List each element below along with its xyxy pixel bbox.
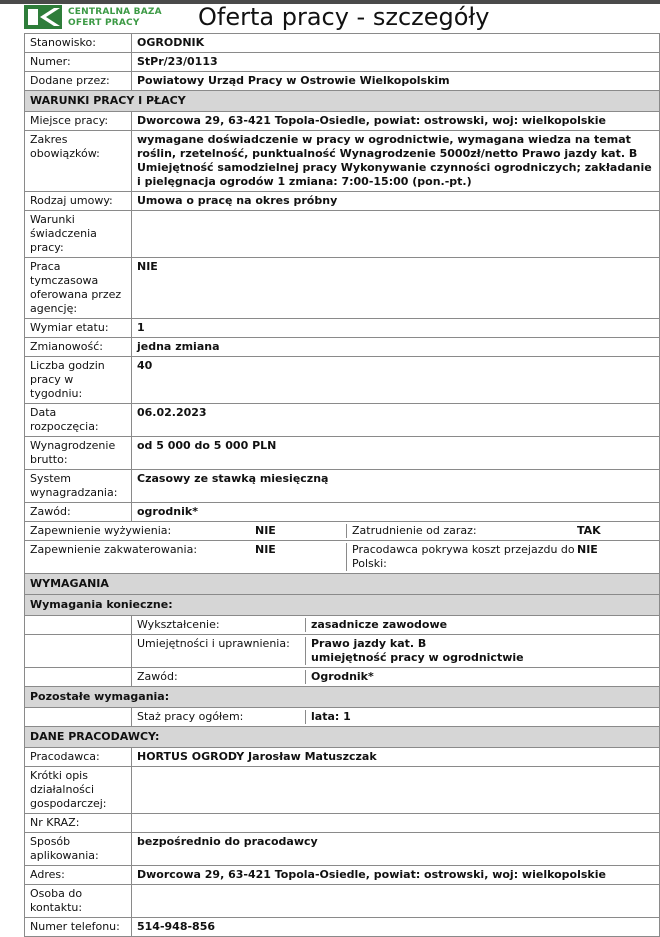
row-dodane <box>25 72 660 91</box>
label-system: System wynagradzania: <box>25 470 132 503</box>
label-wyksztalcenie: Wykształcenie: <box>137 618 220 631</box>
row-wynagrodzenie <box>25 437 660 470</box>
label-sposob: Sposób aplikowania: <box>25 833 132 866</box>
row-opis <box>25 767 660 814</box>
section-konieczne <box>25 595 660 616</box>
row-zakres <box>25 131 660 192</box>
row-osoba <box>25 885 660 918</box>
logo-icon <box>24 5 62 29</box>
label-telefon: Numer telefonu: <box>25 918 132 937</box>
value-wynagrodzenie: od 5 000 do 5 000 PLN <box>132 437 660 470</box>
row-godziny <box>25 357 660 404</box>
label-adres: Adres: <box>25 866 132 885</box>
value-zatrudnienie: TAK <box>577 524 601 537</box>
label-zawod: Zawód: <box>25 503 132 522</box>
label-wym-zawod: Zawód: <box>137 670 178 683</box>
page-title: Oferta pracy - szczegóły <box>198 3 490 31</box>
value-wymiar: 1 <box>132 319 660 338</box>
value-wym-zawod: Ogrodnik* <box>306 670 655 684</box>
label-osoba: Osoba do kontaktu: <box>25 885 132 918</box>
value-godziny: 40 <box>132 357 660 404</box>
label-umowa: Rodzaj umowy: <box>25 192 132 211</box>
label-miejsce: Miejsce pracy: <box>25 112 132 131</box>
value-tymczasowa: NIE <box>132 258 660 319</box>
value-opis <box>132 767 660 814</box>
value-przejazd: NIE <box>577 543 598 556</box>
row-zakwaterowanie-przejazd <box>25 541 660 574</box>
value-miejsce: Dworcowa 29, 63-421 Topola-Osiedle, powiat: ostrowski, woj: wielkopolskie <box>132 112 660 131</box>
value-pracodawca: HORTUS OGRODY Jarosław Matuszczak <box>132 748 660 767</box>
value-staz: lata: 1 <box>306 710 655 724</box>
value-zawod: ogrodnik* <box>132 503 660 522</box>
label-wyzywienie: Zapewnienie wyżywienia: <box>30 524 172 537</box>
row-swiadczenia <box>25 211 660 258</box>
value-numer: StPr/23/0113 <box>132 53 660 72</box>
section-pozostale-title: Pozostałe wymagania: <box>25 687 660 708</box>
value-kraz <box>132 814 660 833</box>
value-telefon: 514-948-856 <box>132 918 660 937</box>
value-zmianowosc: jedna zmiana <box>132 338 660 357</box>
value-wyzywienie: NIE <box>255 524 276 537</box>
row-sposob <box>25 833 660 866</box>
label-wynagrodzenie: Wynagrodzenie brutto: <box>25 437 132 470</box>
value-zakres: wymagane doświadczenie w pracy w ogrodnictwie, wymagana wiedza na temat roślin, rzetelność, punktualność Wynagrodzenie 5000zł/netto Prawo jazdy kat. B Umiejętność samodzielnej pracy Wykonywanie czynności ogrodniczych; zakładanie i pielęgnacja ogrodów 1 zmiana: 7:00-15:00 (pon.-pt.) <box>132 131 660 192</box>
section-pozostale <box>25 687 660 708</box>
logo-text-line2: OFERT PRACY <box>68 18 140 28</box>
label-staz: Staż pracy ogółem: <box>137 710 244 723</box>
logo <box>24 5 164 29</box>
logo-text-line1: CENTRALNA BAZA <box>68 7 162 17</box>
label-opis: Krótki opis działalności gospodarczej: <box>25 767 132 814</box>
row-zmianowosc <box>25 338 660 357</box>
row-system <box>25 470 660 503</box>
label-wymiar: Wymiar etatu: <box>25 319 132 338</box>
section-pracodawca-title: DANE PRACODAWCY: <box>25 727 660 748</box>
section-wymagania-title: WYMAGANIA <box>25 574 660 595</box>
row-wymiar <box>25 319 660 338</box>
value-zakwaterowanie: NIE <box>255 543 276 556</box>
row-stanowisko <box>25 34 660 53</box>
label-stanowisko: Stanowisko: <box>25 34 132 53</box>
label-numer: Numer: <box>25 53 132 72</box>
offer-details-table <box>24 33 660 937</box>
row-umowa <box>25 192 660 211</box>
value-adres: Dworcowa 29, 63-421 Topola-Osiedle, powiat: ostrowski, woj: wielkopolskie <box>132 866 660 885</box>
row-zawod <box>25 503 660 522</box>
value-wyksztalcenie: zasadnicze zawodowe <box>306 618 655 632</box>
section-warunki <box>25 91 660 112</box>
section-konieczne-title: Wymagania konieczne: <box>25 595 660 616</box>
row-wym-zawod <box>25 668 660 687</box>
value-sposob: bezpośrednio do pracodawcy <box>132 833 660 866</box>
label-zakres: Zakres obowiązków: <box>25 131 132 192</box>
value-osoba <box>132 885 660 918</box>
label-kraz: Nr KRAZ: <box>25 814 132 833</box>
row-tymczasowa <box>25 258 660 319</box>
section-pracodawca <box>25 727 660 748</box>
value-swiadczenia <box>132 211 660 258</box>
label-zmianowosc: Zmianowość: <box>25 338 132 357</box>
value-dodane: Powiatowy Urząd Pracy w Ostrowie Wielkopolskim <box>132 72 660 91</box>
value-data: 06.02.2023 <box>132 404 660 437</box>
row-staz <box>25 708 660 727</box>
value-umowa: Umowa o pracę na okres próbny <box>132 192 660 211</box>
label-tymczasowa: Praca tymczasowa oferowana przez agencję: <box>25 258 132 319</box>
section-wymagania <box>25 574 660 595</box>
label-godziny: Liczba godzin pracy w tygodniu: <box>25 357 132 404</box>
row-adres <box>25 866 660 885</box>
label-swiadczenia: Warunki świadczenia pracy: <box>25 211 132 258</box>
label-umiejetnosci: Umiejętności i uprawnienia: <box>137 637 290 650</box>
value-umiejetnosci-1: Prawo jazdy kat. B <box>311 637 427 650</box>
section-warunki-title: WARUNKI PRACY I PŁACY <box>25 91 660 112</box>
row-data <box>25 404 660 437</box>
value-umiejetnosci-2: umiejętność pracy w ogrodnictwie <box>311 651 524 664</box>
row-wyzywienie-zatrudnienie <box>25 522 660 541</box>
row-pracodawca <box>25 748 660 767</box>
row-numer <box>25 53 660 72</box>
label-zakwaterowanie: Zapewnienie zakwaterowania: <box>30 543 198 556</box>
label-dodane: Dodane przez: <box>25 72 132 91</box>
label-zatrudnienie: Zatrudnienie od zaraz: <box>347 524 578 538</box>
row-telefon <box>25 918 660 937</box>
value-stanowisko: OGRODNIK <box>132 34 660 53</box>
label-przejazd: Pracodawca pokrywa koszt przejazdu do Polski: <box>347 543 578 571</box>
row-wyksztalcenie <box>25 616 660 635</box>
value-system: Czasowy ze stawką miesięczną <box>132 470 660 503</box>
row-umiejetnosci <box>25 635 660 668</box>
row-kraz <box>25 814 660 833</box>
row-miejsce <box>25 112 660 131</box>
label-pracodawca: Pracodawca: <box>25 748 132 767</box>
label-data: Data rozpoczęcia: <box>25 404 132 437</box>
